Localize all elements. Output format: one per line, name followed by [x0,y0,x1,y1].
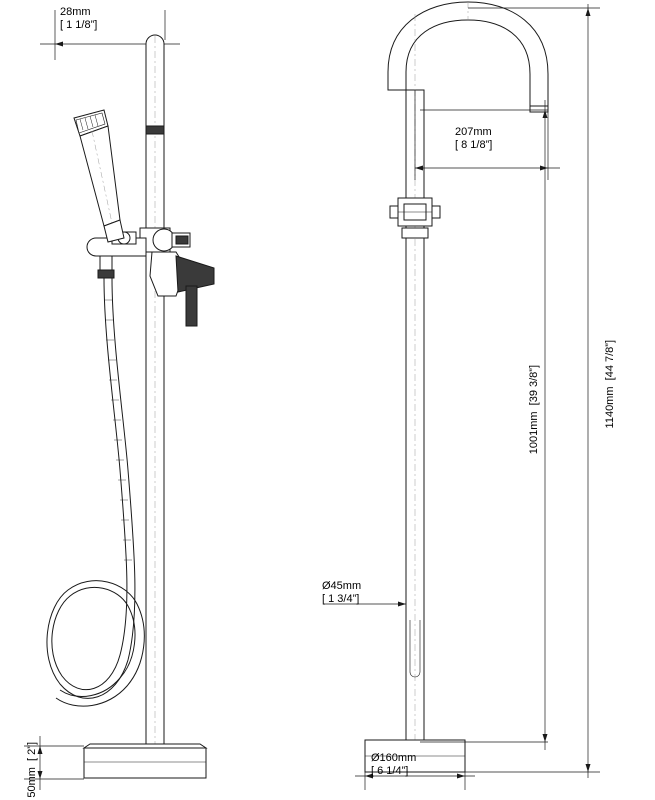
valve-body-left [140,228,190,252]
hand-shower-handset [74,110,124,242]
base-plate-left [84,744,206,778]
dim-label-28mm [60,6,97,32]
dim-207mm-inch: [ 8 1/8”] [455,139,493,151]
dim-1140mm-inch: [44 7/8”] [604,340,616,381]
riser-band [146,126,164,134]
dim-label-d45mm [322,580,361,606]
dim-label-207mm [455,126,492,152]
dim-50mm-inch: [ 2”] [26,742,38,761]
dim-1140mm-mm: 1140mm [604,386,616,429]
flexible-hose [47,278,144,706]
dim-label-50mm [26,742,39,798]
hose-texture [104,300,132,560]
dim-1001mm-inch: [39 3/8”] [528,365,540,406]
riser-pipe-left [146,35,164,745]
dim-d45-inch: [ 1 3/4”] [322,593,360,605]
dim-28mm-mm: 28mm [60,6,91,18]
dim-label-1001mm [528,365,541,454]
dim-d160-mm: Ø160mm [371,752,417,764]
dim-28mm-inch: [ 1 1/8”] [60,19,98,31]
valve-body-right [390,198,440,238]
dim-50mm-mm: 50mm [26,767,38,798]
dim-1001mm-mm: 1001mm [528,411,540,455]
dim-d160-inch: [ 6 1/4”] [371,765,409,777]
dim-label-1140mm [604,340,617,428]
dim-207mm-mm: 207mm [455,126,492,138]
dim-d45-mm: Ø45mm [322,580,362,592]
dim-label-d160mm [371,752,416,778]
